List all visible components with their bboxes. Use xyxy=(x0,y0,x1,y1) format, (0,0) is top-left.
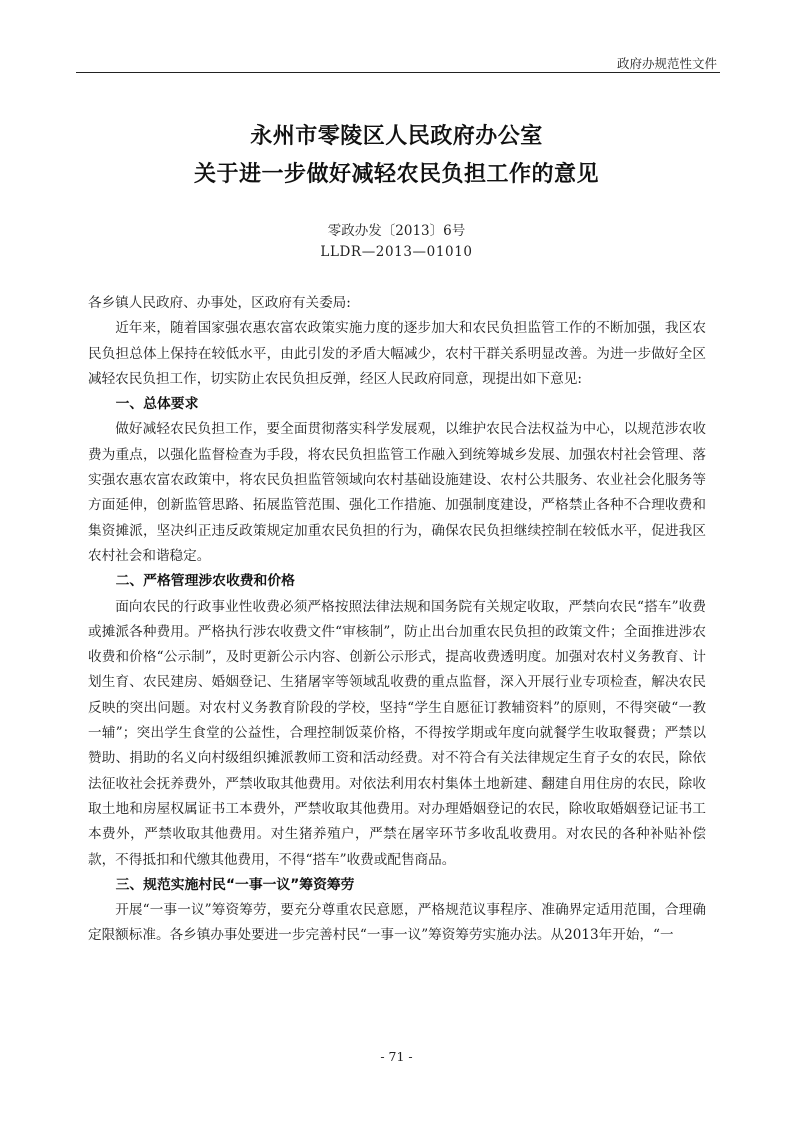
registration-number: LLDR—2013—01010 xyxy=(320,244,473,260)
running-header-label: 政府办规范性文件 xyxy=(616,56,717,71)
document-title-line-1: 永州市零陵区人民政府办公室 xyxy=(250,124,543,149)
document-number: 零政办发〔2013〕6号 xyxy=(327,223,466,239)
section-paragraph-2: 面向农民的行政事业性收费必须严格按照法律法规和国务院有关规定收取，严禁向农民“搭车”收费或摊派各种费用。严格执行涉农收费文件“审核制”，防止出台加重农民负担的政策文件；全面推进涉农收费和价格“公示制”，及时更新公示内容、创新公示形式，提高收费透明度。加强对农村义务教育、计划生育、农民建房、婚姻登记、生猪屠宰等领域乱收费的重点监督，深入开展行业专项检查，解决农民反映的突出问题。对农村义务教育阶段的学校，坚持“学生自愿征订教辅资料”的原则，不得突破“一教一辅”；突出学生食堂的公益性，合理控制饭菜价格，不得按学期或年度向就餐学生收取餐费；严禁以赞助、捐助的名义向村级组织摊派教师工资和活动经费。对不符合有关法律规定生育子女的农民，除依法征收社会抚养费外，严禁收取其他费用。对依法利用农村集体土地新建、翻建自用住房的农民，除收取土地和房屋权属证书工本费外，严禁收取其他费用。对办理婚姻登记的农民，除收取婚姻登记证书工本费外，严禁收取其他费用。对生猪养殖户，严禁在屠宰环节多收乱收费用。对农民的各种补贴补偿款，不得抵扣和代缴其他费用，不得“搭车”收费或配售商品。 xyxy=(88,598,706,868)
document-body xyxy=(88,291,706,949)
salutation: 各乡镇人民政府、办事处，区政府有关委局: xyxy=(88,295,351,311)
section-heading-2: 二、严格管理涉农收费和价格 xyxy=(115,573,295,590)
page-number: - 71 - xyxy=(380,1049,413,1064)
header-divider xyxy=(76,72,720,73)
section-heading-3: 三、规范实施村民“一事一议”筹资筹劳 xyxy=(115,876,355,893)
section-paragraph-3: 开展“一事一议”筹资筹劳，要充分尊重农民意愿，严格规范议事程序、准确界定适用范围，合理确定限额标准。各乡镇办事处要进一步完善村民“一事一议”筹资筹劳实施办法。从2013年开始，“一 xyxy=(88,902,706,944)
section-paragraph-1: 做好减轻农民负担工作，要全面贯彻落实科学发展观，以维护农民合法权益为中心，以规范涉农收费为重点，以强化监督检查为手段，将农民负担监管工作融入到统筹城乡发展、加强农村社会管理、落实强农惠农富农政策中，将农民负担监管领域向农村基础设施建设、农村公共服务、农业社会化服务等方面延伸，创新监管思路、拓展监管范围、强化工作措施、加强制度建设，严格禁止各种不合理收费和集资摊派，坚决纠正违反政策规定加重农民负担的行为，确保农民负担继续控制在较低水平，促进我区农村社会和谐稳定。 xyxy=(88,421,706,564)
intro-paragraph: 近年来，随着国家强农惠农富农政策实施力度的逐步加大和农民负担监管工作的不断加强，我区农民负担总体上保持在较低水平，由此引发的矛盾大幅减少，农村干群关系明显改善。为进一步做好全区减轻农民负担工作，切实防止农民负担反弹，经区人民政府同意，现提出如下意见: xyxy=(88,320,706,387)
document-title-line-2: 关于进一步做好减轻农民负担工作的意见 xyxy=(193,162,599,187)
section-heading-1: 一、总体要求 xyxy=(115,396,199,413)
